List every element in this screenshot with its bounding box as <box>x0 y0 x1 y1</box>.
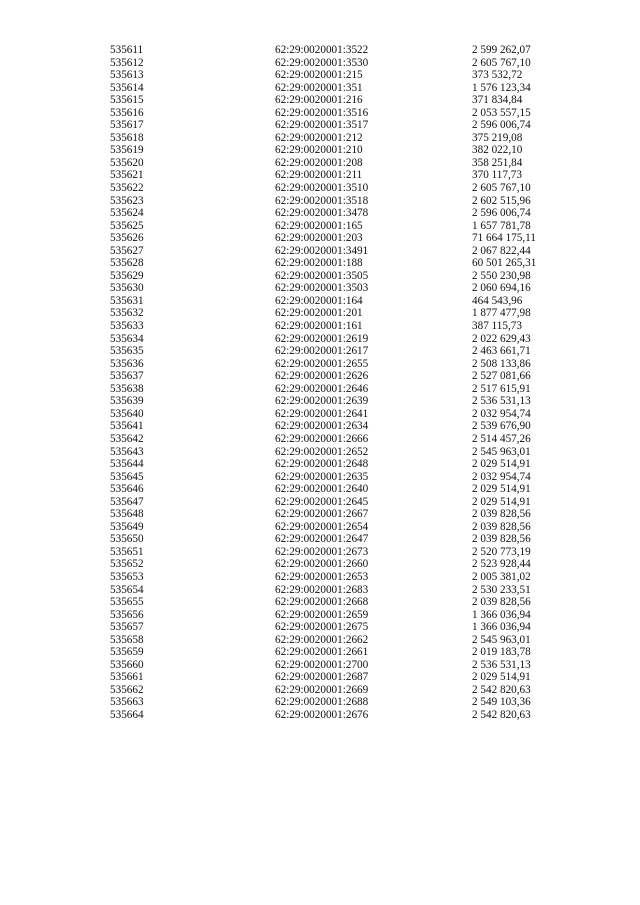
table-row <box>0 94 640 107</box>
table-row <box>0 358 640 371</box>
table-row <box>0 320 640 333</box>
row-number: 535635 <box>110 345 144 358</box>
table-row <box>0 107 640 120</box>
cadastral-value: 2 514 457,26 <box>472 432 531 445</box>
table-row <box>0 671 640 684</box>
cadastral-value: 464 543,96 <box>472 294 523 307</box>
table-row <box>0 634 640 647</box>
table-row <box>0 521 640 534</box>
row-number: 535662 <box>110 683 144 696</box>
cadastral-value: 2 605 767,10 <box>472 56 531 69</box>
cadastral-value: 2 039 828,56 <box>472 508 531 521</box>
cadastral-number: 62:29:0020001:3510 <box>275 182 369 195</box>
row-number: 535621 <box>110 169 144 182</box>
cadastral-number: 62:29:0020001:2662 <box>275 633 369 646</box>
cadastral-value: 2 536 531,13 <box>472 658 531 671</box>
row-number: 535628 <box>110 257 144 270</box>
table-row <box>0 571 640 584</box>
table-row <box>0 496 640 509</box>
row-number: 535650 <box>110 533 144 546</box>
row-number: 535615 <box>110 94 144 107</box>
table-row <box>0 584 640 597</box>
row-number: 535658 <box>110 633 144 646</box>
row-number: 535612 <box>110 56 144 69</box>
table-row <box>0 333 640 346</box>
row-number: 535641 <box>110 420 144 433</box>
cadastral-value: 2 542 820,63 <box>472 708 531 721</box>
table-row <box>0 420 640 433</box>
row-number: 535629 <box>110 269 144 282</box>
cadastral-number: 62:29:0020001:2669 <box>275 683 369 696</box>
cadastral-value: 373 532,72 <box>472 69 523 82</box>
cadastral-number: 62:29:0020001:203 <box>275 232 363 245</box>
cadastral-number: 62:29:0020001:2619 <box>275 332 369 345</box>
row-number: 535657 <box>110 621 144 634</box>
cadastral-number: 62:29:0020001:2641 <box>275 407 369 420</box>
table-row <box>0 69 640 82</box>
row-number: 535611 <box>110 44 144 56</box>
row-number: 535651 <box>110 545 144 558</box>
cadastral-value: 2 039 828,56 <box>472 520 531 533</box>
row-number: 535625 <box>110 219 144 232</box>
table-row <box>0 44 640 57</box>
row-number: 535631 <box>110 294 144 307</box>
cadastral-number: 62:29:0020001:2655 <box>275 357 369 370</box>
table-row <box>0 245 640 258</box>
cadastral-number: 62:29:0020001:2652 <box>275 445 369 458</box>
cadastral-number: 62:29:0020001:212 <box>275 131 363 144</box>
cadastral-value: 2 022 629,43 <box>472 332 531 345</box>
table-row <box>0 207 640 220</box>
table-row <box>0 195 640 208</box>
table-row <box>0 684 640 697</box>
table-row <box>0 483 640 496</box>
cadastral-value: 2 029 514,91 <box>472 458 531 471</box>
cadastral-number: 62:29:0020001:208 <box>275 156 363 169</box>
cadastral-number: 62:29:0020001:215 <box>275 69 363 82</box>
cadastral-value: 387 115,73 <box>472 320 522 333</box>
cadastral-value: 2 060 694,16 <box>472 282 531 295</box>
row-number: 535653 <box>110 570 144 583</box>
table-row <box>0 458 640 471</box>
cadastral-number: 62:29:0020001:2653 <box>275 570 369 583</box>
row-number: 535633 <box>110 320 144 333</box>
cadastral-number: 62:29:0020001:2634 <box>275 420 369 433</box>
cadastral-number: 62:29:0020001:201 <box>275 307 363 320</box>
table-row <box>0 395 640 408</box>
row-number: 535664 <box>110 708 144 721</box>
table-row <box>0 533 640 546</box>
cadastral-value: 2 523 928,44 <box>472 558 531 571</box>
row-number: 535640 <box>110 407 144 420</box>
table-row <box>0 282 640 295</box>
cadastral-value: 2 032 954,74 <box>472 407 531 420</box>
cadastral-value: 2 039 828,56 <box>472 533 531 546</box>
cadastral-number: 62:29:0020001:164 <box>275 294 363 307</box>
table-row <box>0 408 640 421</box>
table-row <box>0 232 640 245</box>
cadastral-value: 2 539 676,90 <box>472 420 531 433</box>
row-number: 535642 <box>110 432 144 445</box>
cadastral-number: 62:29:0020001:2676 <box>275 708 369 721</box>
cadastral-value: 2 599 262,07 <box>472 44 531 56</box>
cadastral-number: 62:29:0020001:3478 <box>275 207 369 220</box>
row-number: 535637 <box>110 370 144 383</box>
cadastral-value: 2 602 515,96 <box>472 194 531 207</box>
row-number: 535647 <box>110 495 144 508</box>
row-number: 535646 <box>110 483 144 496</box>
cadastral-number: 62:29:0020001:2687 <box>275 671 369 684</box>
cadastral-number: 62:29:0020001:211 <box>275 169 363 182</box>
cadastral-number: 62:29:0020001:2661 <box>275 646 369 659</box>
cadastral-value: 371 834,84 <box>472 94 523 107</box>
row-number: 535626 <box>110 232 144 245</box>
row-number: 535645 <box>110 470 144 483</box>
row-number: 535649 <box>110 520 144 533</box>
cadastral-value: 2 032 954,74 <box>472 470 531 483</box>
cadastral-number: 62:29:0020001:2675 <box>275 621 369 634</box>
table-row <box>0 307 640 320</box>
table-row <box>0 144 640 157</box>
cadastral-number: 62:29:0020001:2635 <box>275 470 369 483</box>
cadastral-number: 62:29:0020001:2673 <box>275 545 369 558</box>
cadastral-number: 62:29:0020001:165 <box>275 219 363 232</box>
row-number: 535643 <box>110 445 144 458</box>
row-number: 535613 <box>110 69 144 82</box>
row-number: 535627 <box>110 244 144 257</box>
row-number: 535639 <box>110 395 144 408</box>
table-row <box>0 220 640 233</box>
cadastral-number: 62:29:0020001:2626 <box>275 370 369 383</box>
row-number: 535636 <box>110 357 144 370</box>
row-number: 535634 <box>110 332 144 345</box>
cadastral-value: 2 530 233,51 <box>472 583 531 596</box>
cadastral-value: 1 366 036,94 <box>472 608 531 621</box>
row-number: 535663 <box>110 696 144 709</box>
table-row <box>0 709 640 722</box>
cadastral-value: 2 545 963,01 <box>472 445 531 458</box>
cadastral-value: 2 039 828,56 <box>472 596 531 609</box>
cadastral-number: 62:29:0020001:2659 <box>275 608 369 621</box>
table-row <box>0 609 640 622</box>
cadastral-number: 62:29:0020001:2648 <box>275 458 369 471</box>
cadastral-value: 2 508 133,86 <box>472 357 531 370</box>
table-row <box>0 446 640 459</box>
cadastral-number: 62:29:0020001:2647 <box>275 533 369 546</box>
cadastral-number: 62:29:0020001:351 <box>275 81 363 94</box>
cadastral-number: 62:29:0020001:2654 <box>275 520 369 533</box>
cadastral-value: 2 053 557,15 <box>472 106 531 119</box>
table-row <box>0 383 640 396</box>
cadastral-number: 62:29:0020001:188 <box>275 257 363 270</box>
table-row <box>0 546 640 559</box>
row-number: 535616 <box>110 106 144 119</box>
cadastral-value: 375 219,08 <box>472 131 523 144</box>
cadastral-number: 62:29:0020001:2640 <box>275 483 369 496</box>
cadastral-number: 62:29:0020001:216 <box>275 94 363 107</box>
cadastral-value: 2 029 514,91 <box>472 483 531 496</box>
cadastral-number: 62:29:0020001:2688 <box>275 696 369 709</box>
cadastral-value: 2 517 615,91 <box>472 382 531 395</box>
cadastral-value: 2 005 381,02 <box>472 570 531 583</box>
row-number: 535632 <box>110 307 144 320</box>
row-number: 535638 <box>110 382 144 395</box>
cadastral-number: 62:29:0020001:3530 <box>275 56 369 69</box>
cadastral-value: 1 576 123,34 <box>472 81 531 94</box>
cadastral-number: 62:29:0020001:3491 <box>275 244 369 257</box>
cadastral-number: 62:29:0020001:2668 <box>275 596 369 609</box>
row-number: 535648 <box>110 508 144 521</box>
table-row <box>0 471 640 484</box>
table-row <box>0 57 640 70</box>
cadastral-value: 2 545 963,01 <box>472 633 531 646</box>
table-row <box>0 433 640 446</box>
cadastral-value: 2 596 006,74 <box>472 207 531 220</box>
cadastral-number: 62:29:0020001:161 <box>275 320 363 333</box>
cadastral-value: 60 501 265,31 <box>472 257 537 270</box>
cadastral-number: 62:29:0020001:2666 <box>275 432 369 445</box>
cadastral-value: 2 549 103,36 <box>472 696 531 709</box>
cadastral-number: 62:29:0020001:2667 <box>275 508 369 521</box>
table-row <box>0 696 640 709</box>
table-row <box>0 82 640 95</box>
cadastral-number: 62:29:0020001:3517 <box>275 119 369 132</box>
cadastral-number: 62:29:0020001:3503 <box>275 282 369 295</box>
cadastral-value: 2 019 183,78 <box>472 646 531 659</box>
row-number: 535622 <box>110 182 144 195</box>
cadastral-value: 382 022,10 <box>472 144 523 157</box>
row-number: 535617 <box>110 119 144 132</box>
cadastral-value: 358 251,84 <box>472 156 523 169</box>
row-number: 535656 <box>110 608 144 621</box>
row-number: 535659 <box>110 646 144 659</box>
cadastral-value: 2 067 822,44 <box>472 244 531 257</box>
row-number: 535623 <box>110 194 144 207</box>
table-row <box>0 596 640 609</box>
cadastral-value: 370 117,73 <box>472 169 522 182</box>
row-number: 535619 <box>110 144 144 157</box>
cadastral-number: 62:29:0020001:3505 <box>275 269 369 282</box>
cadastral-value: 1 657 781,78 <box>472 219 531 232</box>
row-number: 535655 <box>110 596 144 609</box>
table-row <box>0 182 640 195</box>
cadastral-value: 2 542 820,63 <box>472 683 531 696</box>
cadastral-number: 62:29:0020001:3516 <box>275 106 369 119</box>
row-number: 535630 <box>110 282 144 295</box>
table-row <box>0 370 640 383</box>
cadastral-number: 62:29:0020001:2700 <box>275 658 369 671</box>
table-row <box>0 646 640 659</box>
table-row <box>0 621 640 634</box>
table-row <box>0 508 640 521</box>
row-number: 535654 <box>110 583 144 596</box>
row-number: 535614 <box>110 81 144 94</box>
table-row <box>0 169 640 182</box>
cadastral-value: 2 463 661,71 <box>472 345 531 358</box>
cadastral-value: 1 366 036,94 <box>472 621 531 634</box>
table-row <box>0 132 640 145</box>
table-row <box>0 345 640 358</box>
cadastral-number: 62:29:0020001:2617 <box>275 345 369 358</box>
cadastral-number: 62:29:0020001:3522 <box>275 44 369 56</box>
row-number: 535661 <box>110 671 144 684</box>
cadastral-value: 2 520 773,19 <box>472 545 531 558</box>
table-row <box>0 659 640 672</box>
cadastral-value: 71 664 175,11 <box>472 232 536 245</box>
table-row <box>0 257 640 270</box>
cadastral-value: 2 029 514,91 <box>472 495 531 508</box>
cadastral-number: 62:29:0020001:2660 <box>275 558 369 571</box>
cadastral-number: 62:29:0020001:210 <box>275 144 363 157</box>
row-number: 535660 <box>110 658 144 671</box>
row-number: 535644 <box>110 458 144 471</box>
cadastral-number: 62:29:0020001:2639 <box>275 395 369 408</box>
cadastral-number: 62:29:0020001:3518 <box>275 194 369 207</box>
table-row <box>0 270 640 283</box>
cadastral-value: 2 605 767,10 <box>472 182 531 195</box>
cadastral-number: 62:29:0020001:2683 <box>275 583 369 596</box>
cadastral-value: 2 550 230,98 <box>472 269 531 282</box>
cadastral-value: 2 029 514,91 <box>472 671 531 684</box>
row-number: 535618 <box>110 131 144 144</box>
cadastral-value: 2 536 531,13 <box>472 395 531 408</box>
row-number: 535652 <box>110 558 144 571</box>
cadastral-value: 1 877 477,98 <box>472 307 531 320</box>
table-row <box>0 558 640 571</box>
table-row <box>0 157 640 170</box>
cadastral-number: 62:29:0020001:2646 <box>275 382 369 395</box>
cadastral-value: 2 596 006,74 <box>472 119 531 132</box>
data-table <box>0 44 640 722</box>
table-row <box>0 119 640 132</box>
table-row <box>0 295 640 308</box>
cadastral-value: 2 527 081,66 <box>472 370 531 383</box>
cadastral-number: 62:29:0020001:2645 <box>275 495 369 508</box>
row-number: 535620 <box>110 156 144 169</box>
row-number: 535624 <box>110 207 144 220</box>
